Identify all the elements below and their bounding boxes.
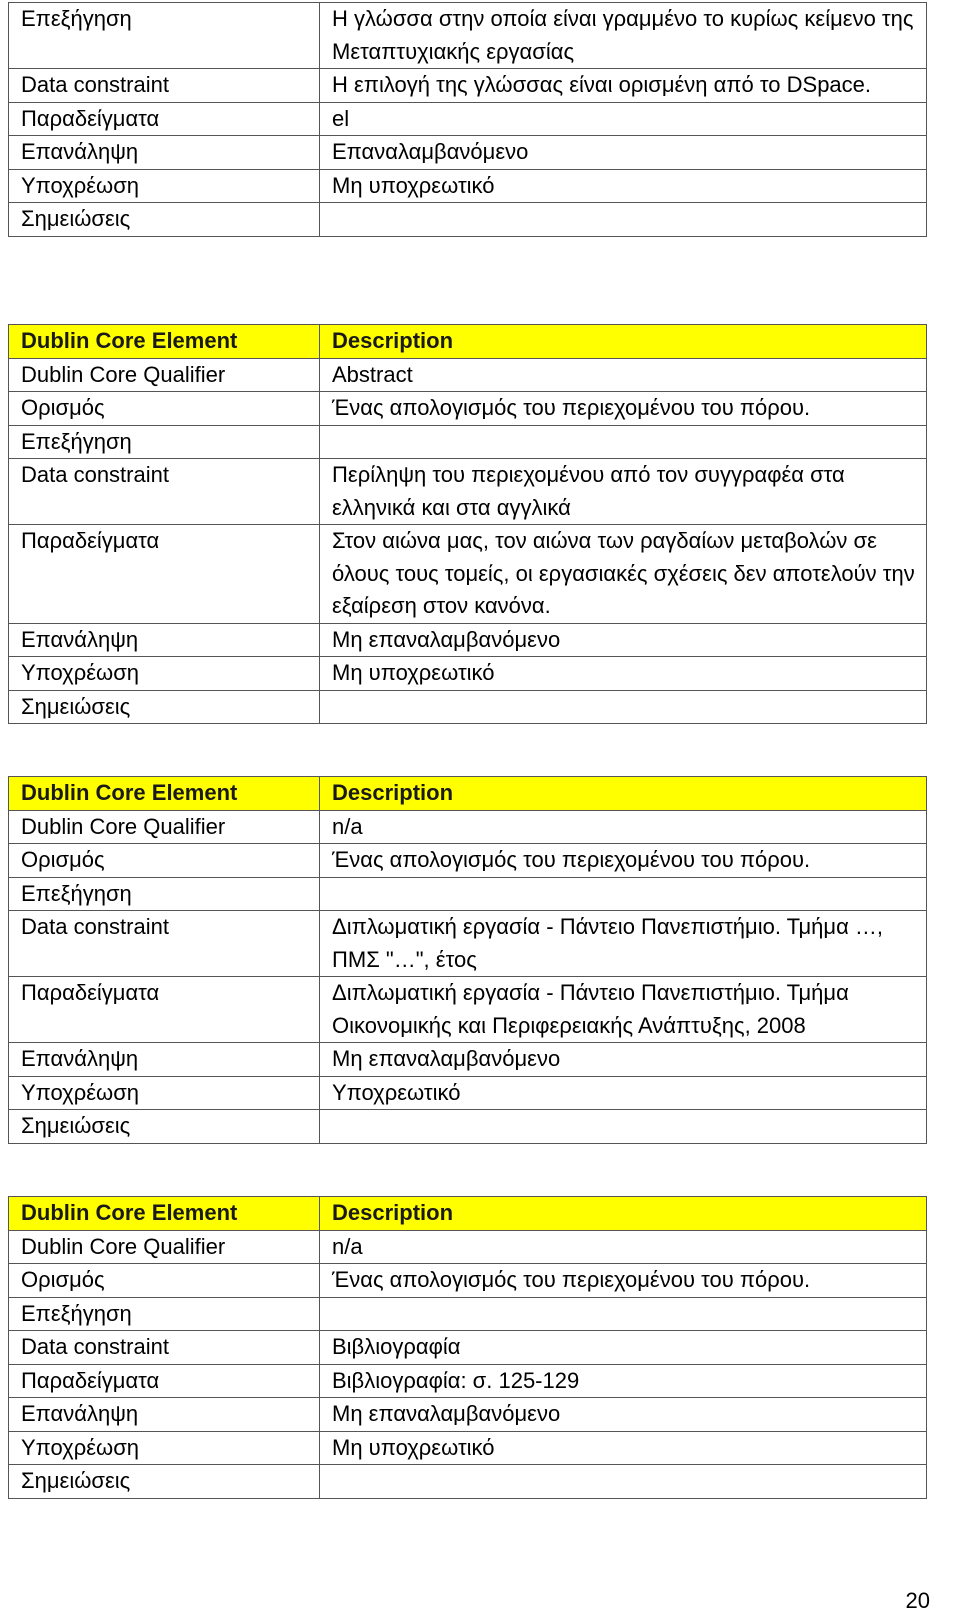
- field-label: Σημειώσεις: [9, 690, 320, 724]
- field-label: Dublin Core Qualifier: [9, 810, 320, 844]
- table-row: [9, 623, 927, 657]
- table-row: [9, 392, 927, 426]
- field-label: Υποχρέωση: [9, 169, 320, 203]
- header-label: Dublin Core Element: [9, 325, 320, 359]
- table-row: [9, 844, 927, 878]
- field-value: [320, 1297, 927, 1331]
- field-value: [320, 1110, 927, 1144]
- field-label: Data constraint: [9, 1331, 320, 1365]
- table-row: [9, 203, 927, 237]
- field-value: Μη επαναλαμβανόμενο: [320, 623, 927, 657]
- table-row: [9, 690, 927, 724]
- field-label: Παραδείγματα: [9, 102, 320, 136]
- table-row: [9, 1398, 927, 1432]
- field-label: Dublin Core Qualifier: [9, 1230, 320, 1264]
- table-row: [9, 977, 927, 1043]
- table-header-row: [9, 1197, 927, 1231]
- field-value: Επαναλαμβανόμενο: [320, 136, 927, 170]
- metadata-table-abstract: [8, 324, 927, 724]
- field-value: Διπλωματική εργασία - Πάντειο Πανεπιστήμιο. Τμήμα …, ΠΜΣ "…", έτος: [320, 911, 927, 977]
- field-value: Η γλώσσα στην οποία είναι γραμμένο το κυρίως κείμενο της Μεταπτυχιακής εργασίας: [320, 3, 927, 69]
- field-value: Ένας απολογισμός του περιεχομένου του πόρου.: [320, 844, 927, 878]
- table-row: [9, 525, 927, 624]
- field-label: Σημειώσεις: [9, 1465, 320, 1499]
- field-value: Μη υποχρεωτικό: [320, 169, 927, 203]
- table-row: [9, 136, 927, 170]
- table-row: [9, 1331, 927, 1365]
- field-value: Ένας απολογισμός του περιεχομένου του πόρου.: [320, 392, 927, 426]
- field-label: Ορισμός: [9, 392, 320, 426]
- field-value: Μη υποχρεωτικό: [320, 1431, 927, 1465]
- header-label: Dublin Core Element: [9, 777, 320, 811]
- table-row: [9, 1465, 927, 1499]
- field-label: Παραδείγματα: [9, 977, 320, 1043]
- table-row: [9, 169, 927, 203]
- table-row: [9, 1364, 927, 1398]
- header-value: Description: [320, 1197, 927, 1231]
- table-row: [9, 1076, 927, 1110]
- table-row: [9, 3, 927, 69]
- field-value: Βιβλιογραφία: [320, 1331, 927, 1365]
- table-row: [9, 657, 927, 691]
- field-value: Η επιλογή της γλώσσας είναι ορισμένη από το DSpace.: [320, 69, 927, 103]
- field-value: [320, 690, 927, 724]
- field-label: Ορισμός: [9, 1264, 320, 1298]
- field-value: Βιβλιογραφία: σ. 125-129: [320, 1364, 927, 1398]
- table-row: [9, 1264, 927, 1298]
- table-row: [9, 102, 927, 136]
- field-label: Επεξήγηση: [9, 425, 320, 459]
- field-label: Dublin Core Qualifier: [9, 358, 320, 392]
- field-label: Data constraint: [9, 911, 320, 977]
- field-value: Ένας απολογισμός του περιεχομένου του πόρου.: [320, 1264, 927, 1298]
- table-header-row: [9, 325, 927, 359]
- header-value: Description: [320, 325, 927, 359]
- field-value: [320, 1465, 927, 1499]
- field-label: Σημειώσεις: [9, 203, 320, 237]
- field-value: n/a: [320, 1230, 927, 1264]
- field-label: Υποχρέωση: [9, 657, 320, 691]
- table-row: [9, 810, 927, 844]
- field-value: Abstract: [320, 358, 927, 392]
- table-row: [9, 1043, 927, 1077]
- table-row: [9, 911, 927, 977]
- field-value: Διπλωματική εργασία - Πάντειο Πανεπιστήμιο. Τμήμα Οικονομικής και Περιφερειακής Ανάπτυξης, 2008: [320, 977, 927, 1043]
- field-label: Επανάληψη: [9, 136, 320, 170]
- field-value: [320, 877, 927, 911]
- header-label: Dublin Core Element: [9, 1197, 320, 1231]
- table-row: [9, 1110, 927, 1144]
- field-label: Ορισμός: [9, 844, 320, 878]
- field-value: el: [320, 102, 927, 136]
- field-label: Σημειώσεις: [9, 1110, 320, 1144]
- field-value: Μη υποχρεωτικό: [320, 657, 927, 691]
- table-row: [9, 1431, 927, 1465]
- field-value: Περίληψη του περιεχομένου από τον συγγραφέα στα ελληνικά και στα αγγλικά: [320, 459, 927, 525]
- table-row: [9, 358, 927, 392]
- metadata-table-bibliography: [8, 1196, 927, 1499]
- field-label: Data constraint: [9, 459, 320, 525]
- field-label: Data constraint: [9, 69, 320, 103]
- field-value: n/a: [320, 810, 927, 844]
- field-label: Επανάληψη: [9, 1398, 320, 1432]
- field-label: Επεξήγηση: [9, 877, 320, 911]
- field-value: Μη επαναλαμβανόμενο: [320, 1043, 927, 1077]
- table-header-row: [9, 777, 927, 811]
- field-value: Στον αιώνα μας, τον αιώνα των ραγδαίων μεταβολών σε όλους τους τομείς, οι εργασιακές σχέσεις δεν αποτελούν την εξαίρεση στον κανόνα.: [320, 525, 927, 624]
- table-row: [9, 425, 927, 459]
- table-row: [9, 1297, 927, 1331]
- table-row: [9, 1230, 927, 1264]
- field-label: Επανάληψη: [9, 623, 320, 657]
- metadata-table-thesis-note: [8, 776, 927, 1144]
- field-label: Επεξήγηση: [9, 3, 320, 69]
- field-value: Υποχρεωτικό: [320, 1076, 927, 1110]
- field-label: Υποχρέωση: [9, 1431, 320, 1465]
- field-label: Παραδείγματα: [9, 1364, 320, 1398]
- field-label: Παραδείγματα: [9, 525, 320, 624]
- table-row: [9, 877, 927, 911]
- header-value: Description: [320, 777, 927, 811]
- metadata-table-language: [8, 2, 927, 237]
- table-row: [9, 459, 927, 525]
- table-row: [9, 69, 927, 103]
- field-label: Επεξήγηση: [9, 1297, 320, 1331]
- page-number: 20: [905, 1588, 930, 1613]
- field-label: Επανάληψη: [9, 1043, 320, 1077]
- field-value: [320, 425, 927, 459]
- field-value: Μη επαναλαμβανόμενο: [320, 1398, 927, 1432]
- field-label: Υποχρέωση: [9, 1076, 320, 1110]
- field-value: [320, 203, 927, 237]
